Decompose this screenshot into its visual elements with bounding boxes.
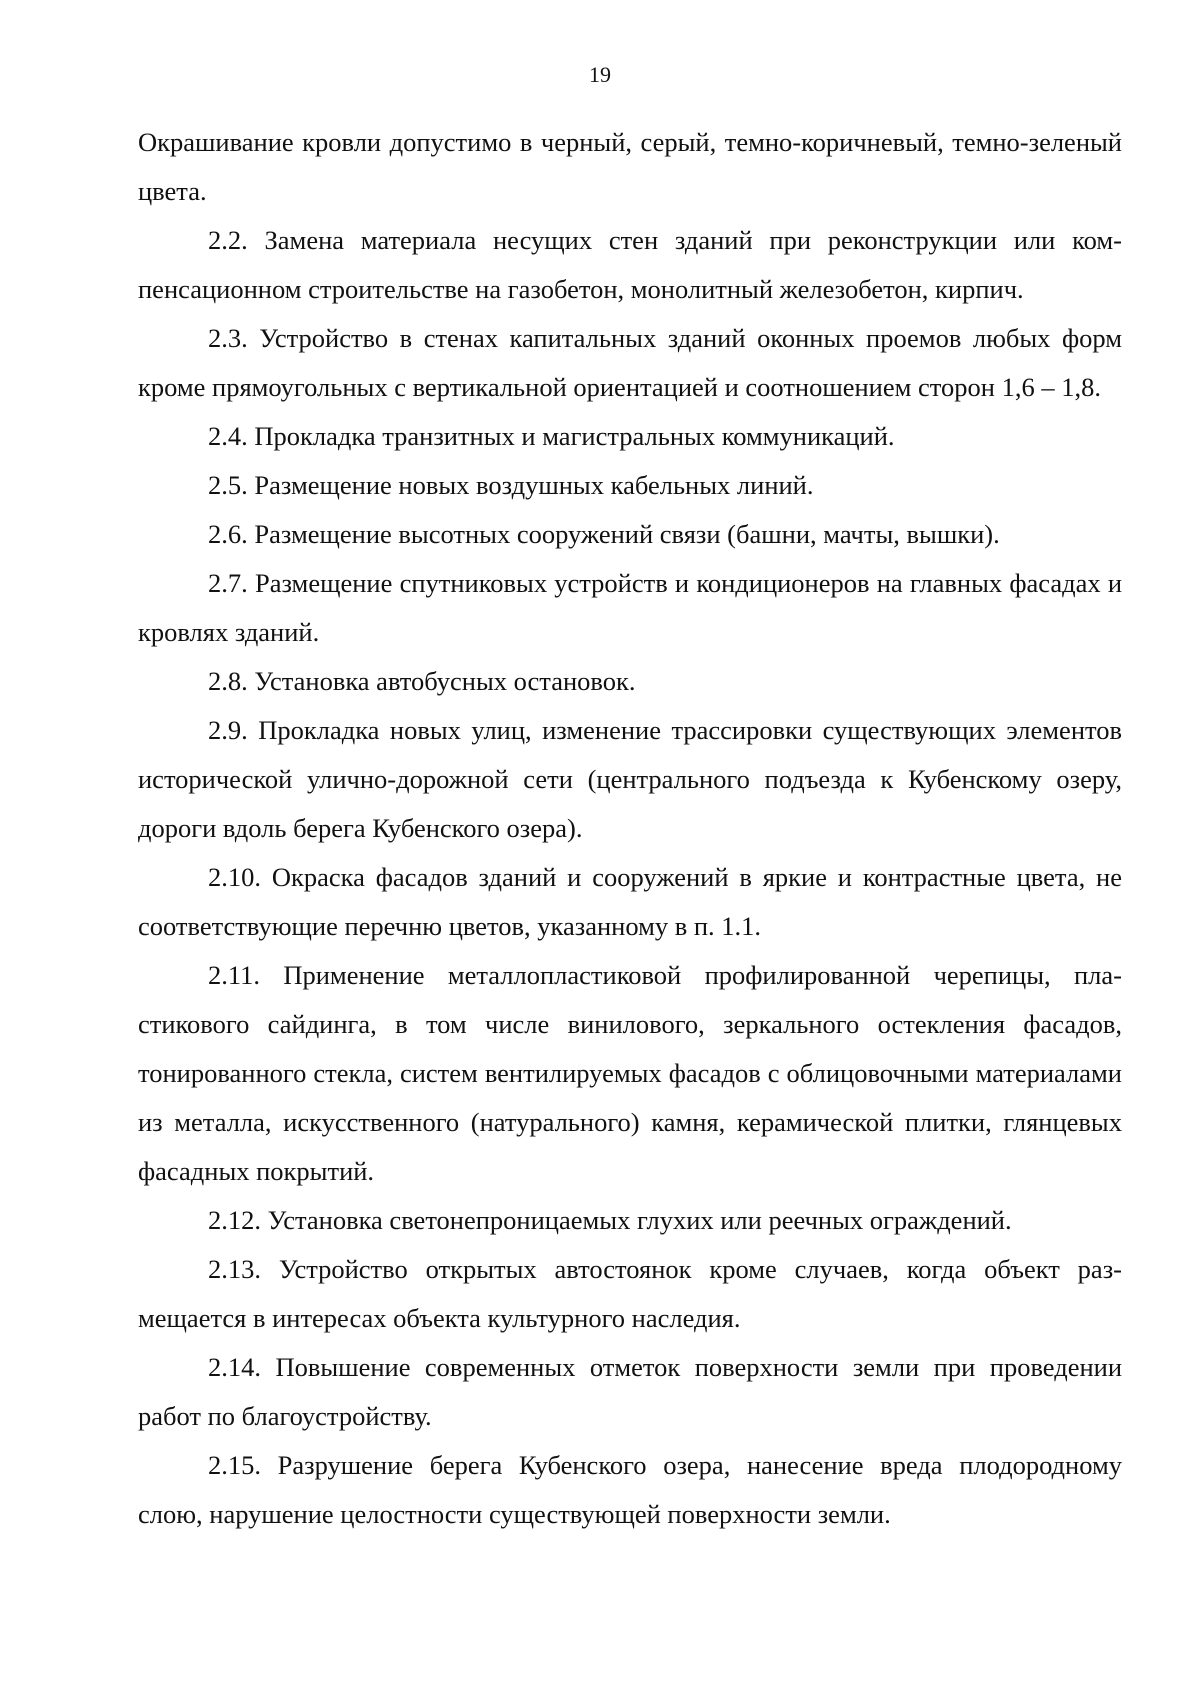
paragraph-2-4: 2.4. Прокладка транзитных и магистральных коммуникаций. [208,421,895,451]
paragraph-2-10: 2.10. Окраска фасадов зданий и сооружений в яркие и контрастные цвета, не соответствующие перечню цветов, указанному в п. 1.1. [138,862,1122,941]
paragraph-2-2: 2.2. Замена материала несущих стен зданий при реконструкции или компенсационном строительстве на газобетон, монолитный железобетон, кирпич. [138,225,1122,304]
paragraph-2-9: 2.9. Прокладка новых улиц, изменение трассировки существующих элементов исторической улично-дорожной сети (центрального подъезда к Кубенскому озеру, дороги вдоль берега Кубенского озера). [138,715,1122,843]
paragraph-opening: Окрашивание кровли допустимо в черный, серый, темно-коричневый, темно-зеленый цвета. [138,127,1122,206]
paragraph-2-11: 2.11. Применение металлопластиковой профилированной черепицы, пластикового сайдинга, в том числе винилового, зеркального остекления фасадов, тонированного стекла, систем вентилируемых фасадов с облицовочными материалами из металла, искусственного (натурального) камня, керамической плитки, глянцевых фасадных покрытий. [138,960,1122,1186]
paragraph-2-15: 2.15. Разрушение берега Кубенского озера, нанесение вреда плодородному слою, нарушение целостности существующей поверхности земли. [138,1450,1122,1529]
paragraph-2-7: 2.7. Размещение спутниковых устройств и кондиционеров на главных фасадах и кровлях зданий. [138,568,1122,647]
paragraph-2-3: 2.3. Устройство в стенах капитальных зданий оконных проемов любых форм кроме прямоугольных с вертикальной ориентацией и соотношением сторон 1,6 – 1,8. [138,323,1122,402]
paragraph-2-8: 2.8. Установка автобусных остановок. [208,666,636,696]
paragraph-2-14: 2.14. Повышение современных отметок поверхности земли при проведении работ по благоустройству. [138,1352,1122,1431]
page-number: 19 [589,62,611,87]
paragraph-2-6: 2.6. Размещение высотных сооружений связи (башни, мачты, вышки). [208,519,1000,549]
paragraph-2-13: 2.13. Устройство открытых автостоянок кроме случаев, когда объект размещается в интересах объекта культурного наследия. [138,1254,1122,1333]
paragraph-2-12: 2.12. Установка светонепроницаемых глухих или реечных ограждений. [208,1205,1012,1235]
paragraph-2-5: 2.5. Размещение новых воздушных кабельных линий. [208,470,814,500]
document-body [138,118,1122,1539]
